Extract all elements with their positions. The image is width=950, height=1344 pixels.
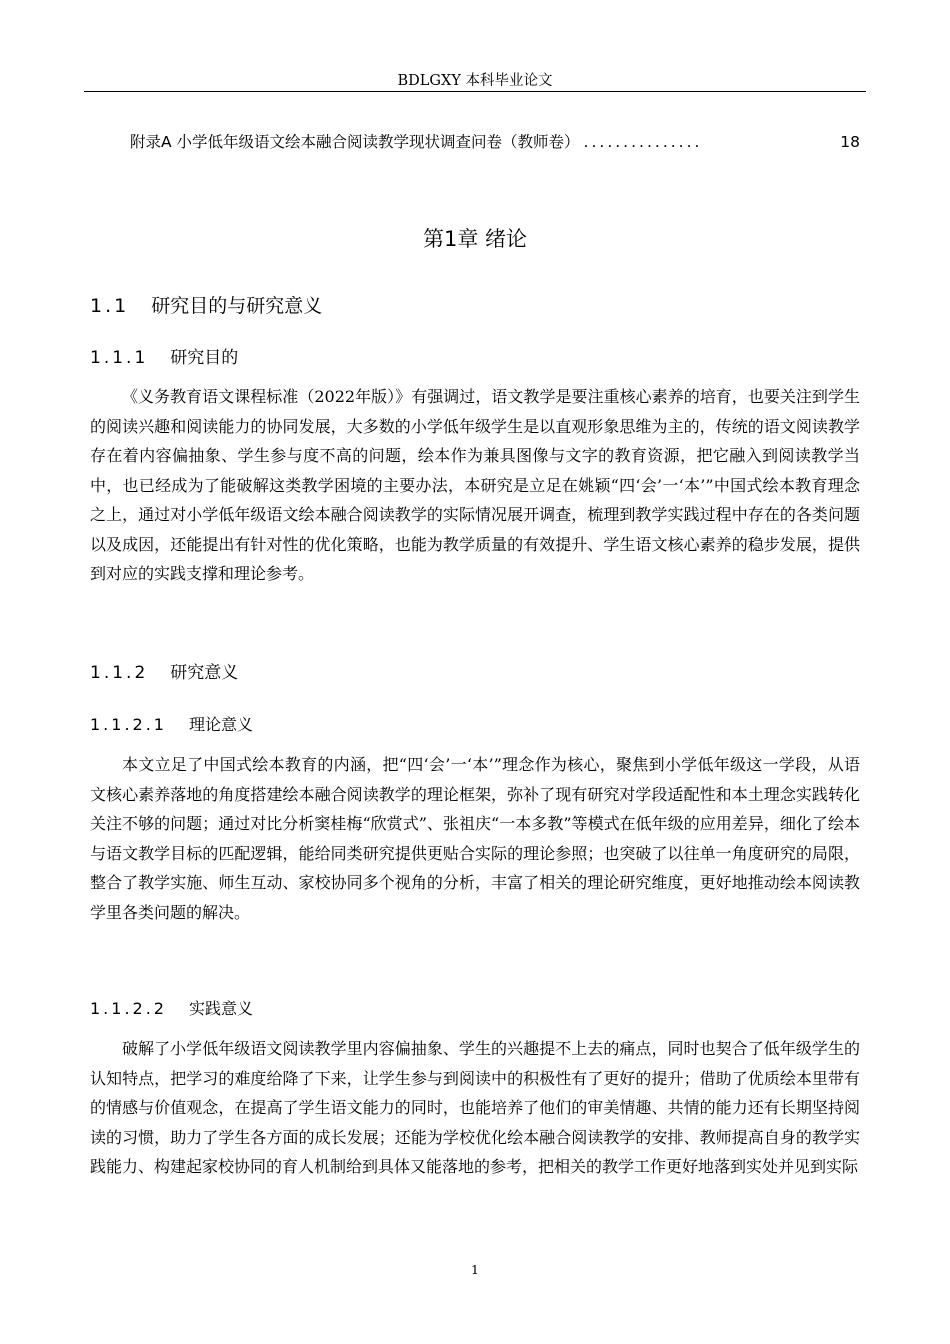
running-header: BDLGXY 本科毕业论文 — [397, 73, 553, 89]
section-number: 1.1.2.2 — [90, 999, 167, 1018]
section-number: 1.1 — [90, 295, 130, 317]
chapter-title: 第1章 绪论 — [422, 227, 528, 251]
page-number: 1 — [471, 1262, 479, 1277]
section-heading-1-1 — [90, 292, 322, 320]
section-title: 研究意义 — [170, 663, 239, 683]
toc-page-number: 18 — [840, 133, 860, 151]
section-title: 理论意义 — [188, 715, 253, 734]
toc-entry-text: 附录A 小学低年级语文绘本融合阅读教学现状调查问卷（教师卷） — [130, 133, 580, 151]
section-title: 研究目的 — [170, 348, 239, 368]
section-number: 1.1.2.1 — [90, 715, 167, 734]
section-title: 实践意义 — [188, 999, 253, 1018]
paragraph-theoretical-significance: 本文立足了中国式绘本教育的内涵，把“四‘会’一‘本’”理念作为核心，聚焦到小学低年级这一学段，从语文核心素养落地的角度搭建绘本融合阅读教学的理论框架，弥补了现有研究对学段适配性和本土理念实践转化关注不够的问题；通过对比分析窦桂梅“欣赏式”、张祖庆“一本多教”等模式在低年级的应用差异，细化了绘本与语文教学目标的匹配逻辑，能给同类研究提供更贴合实际的理论参照；也突破了以往单一角度研究的局限，整合了教学实施、师生互动、家校协同多个视角的分析，丰富了相关的理论研究维度，更好地推动绘本阅读教学里各类问题的解决。 — [90, 755, 860, 922]
section-heading-1-1-1 — [90, 345, 238, 371]
toc-entry[interactable] — [130, 130, 860, 154]
section-heading-1-1-2-2 — [90, 997, 253, 1021]
paragraph-practical-significance: 破解了小学低年级语文阅读教学里内容偏抽象、学生的兴趣提不上去的痛点，同时也契合了低年级学生的认知特点，把学习的难度给降了下来，让学生参与到阅读中的积极性有了更好的提升；借助了优质绘本里带有的情感与价值观念，在提高了学生语文能力的同时，也能培养了他们的审美情趣、共情的能力还有长期坚持阅读的习惯，助力了学生各方面的成长发展；还能为学校优化绘本融合阅读教学的安排、教师提高自身的教学实践能力、构建起家校协同的育人机制给到具体又能落地的参考，把相关的教学工作更好地落到实处并见到实际 — [90, 1039, 860, 1176]
section-heading-1-1-2-1 — [90, 713, 253, 737]
section-number: 1.1.1 — [90, 348, 149, 368]
section-heading-1-1-2 — [90, 660, 238, 686]
section-title: 研究目的与研究意义 — [151, 295, 323, 317]
toc-leader-dots: ............... — [583, 133, 703, 151]
paragraph-research-purpose: 《义务教育语文课程标准（2022年版）》有强调过，语文教学是要注重核心素养的培育，也要关注到学生的阅读兴趣和阅读能力的协同发展，大多数的小学低年级学生是以直观形象思维为主的，传统的语文阅读教学存在着内容偏抽象、学生参与度不高的问题，绘本作为兼具图像与文字的教育资源，把它融入到阅读教学当中，也已经成为了能破解这类教学困境的主要办法，本研究是立足在姚颖“四‘会’一‘本’”中国式绘本教育理念之上，通过对小学低年级语文绘本融合阅读教学的实际情况展开调查，梳理到教学实践过程中存在的各类问题以及成因，还能提出有针对性的优化策略，也能为教学质量的有效提升、学生语文核心素养的稳步发展，提供到对应的实践支撑和理论参考。 — [90, 387, 860, 583]
header-divider — [84, 91, 866, 92]
section-number: 1.1.2 — [90, 663, 149, 683]
